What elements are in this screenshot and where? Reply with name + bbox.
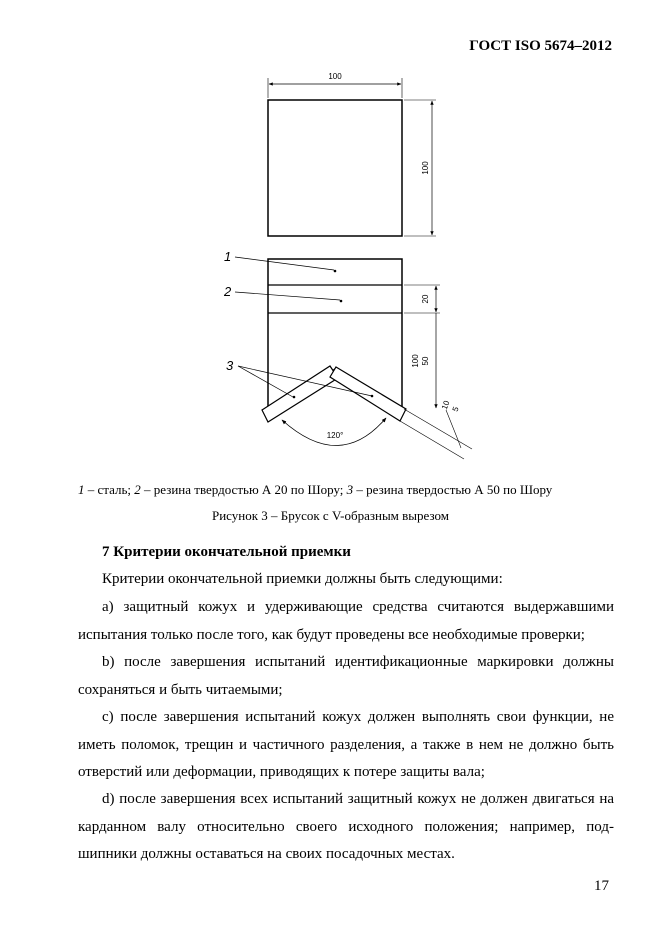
angle-label: 120° xyxy=(326,431,344,440)
section-title: 7 Критерии окончательной приемки xyxy=(102,544,351,560)
dim-top-height-label: 100 xyxy=(421,161,430,175)
figure-caption: Рисунок 3 – Брусок с V-образным вырезом xyxy=(211,508,449,523)
v-strip-right xyxy=(330,367,406,421)
figure-label-1: 1 xyxy=(224,249,232,264)
figure-label-2: 2 xyxy=(224,284,232,299)
top-square xyxy=(268,100,402,236)
page-number: 17 xyxy=(594,878,609,894)
dim-block-height-label: 100 xyxy=(411,354,420,368)
criteria-item-b: b) после завершения испытаний идентификационные маркировки должны сохраняться и быть читаемыми; xyxy=(78,654,614,698)
document-header: ГОСТ ISO 5674–2012 xyxy=(469,38,612,54)
figure-label-3: 3 xyxy=(226,358,234,373)
dim-block-inner-label: 50 xyxy=(421,356,430,366)
v-strip-left xyxy=(262,366,338,422)
dim-layer-label: 20 xyxy=(421,294,430,304)
dim-bottom-5-label: 5 xyxy=(450,405,461,413)
dim-bottom-10-label: 10 xyxy=(439,399,452,411)
criteria-item-c: c) после завершения испытаний кожух должен выполнять свои функции, не иметь поломок, трещин и частичного разделения, а также в нем не должно быть отверстий или деформации, приводящих к потере защиты вала; xyxy=(78,709,614,780)
figure-legend: 1 – сталь; 2 – резина твердостью А 20 по Шору; 3 – резина твердостью А 50 по Шору xyxy=(78,482,553,497)
section-intro: Критерии окончательной приемки должны быть следующими: xyxy=(102,571,503,587)
lower-block-outline xyxy=(268,259,402,409)
criteria-item-a: а) защитный кожух и удерживающие средства считаются выдержавшими испытания только после того, как будут проведены все необходимые проверки; xyxy=(78,599,614,643)
dim-top-width-label: 100 xyxy=(328,72,342,81)
criteria-item-d: d) после завершения всех испытаний защитный кожух не должен двигаться на карданном валу относительно своего исходного положения; например, под-шипники должны оставаться на своих посадочных местах. xyxy=(78,791,614,862)
